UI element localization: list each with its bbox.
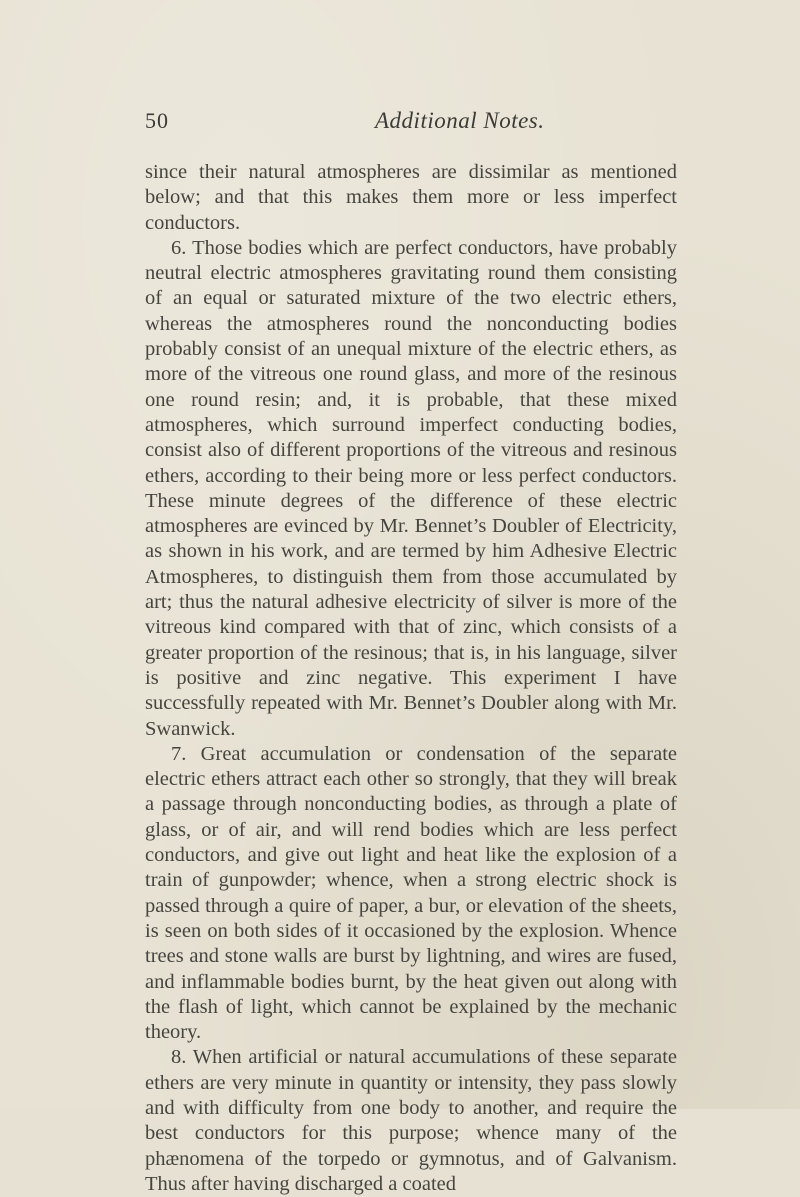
running-title: Additional Notes. <box>375 108 545 133</box>
body-text <box>145 160 677 1197</box>
page-number: 50 <box>145 108 169 133</box>
paragraph-continuation: since their natural atmospheres are dissimilar as mentioned below; and that this makes them more or less imperfect conductors. <box>145 161 677 234</box>
running-head <box>145 108 705 138</box>
paragraph-8: 8. When artificial or natural accumulations of these separate ethers are very minute in quantity or intensity, they pass slowly and with difficulty from one body to another, and require the best conductors for this purpose; whence many of the phænomena of the torpedo or gymnotus, and of Galvanism. Thus after having discharged a coated <box>145 1046 677 1195</box>
paragraph-6: 6. Those bodies which are perfect conductors, have probably neutral electric atmospheres gravitating round them consisting of an equal or saturated mixture of the two electric ethers, whereas the atmospheres round the nonconducting bodies probably consist of an unequal mixture of the electric ethers, as more of the vitreous one round glass, and more of the resinous one round resin; and, it is probable, that these mixed atmospheres, which surround imperfect conducting bodies, consist also of different proportions of the vitreous and resinous ethers, according to their being more or less perfect conductors. These minute degrees of the difference of these electric atmospheres are evinced by Mr. Bennet’s Doubler of Electricity, as shown in his work, and are termed by him Adhesive Electric Atmospheres, to distinguish them from those accumulated by art; thus the natural adhesive electricity of silver is more of the vitreous kind compared with that of zinc, which consists of a greater proportion of the resinous; that is, in his language, silver is positive and zinc negative. This experiment I have successfully repeated with Mr. Bennet’s Doubler along with Mr. Swanwick. <box>145 236 677 740</box>
paragraph-7: 7. Great accumulation or condensation of the separate electric ethers attract each other so strongly, that they will break a passage through nonconducting bodies, as through a plate of glass, or of air, and will rend bodies which are less perfect conductors, and give out light and heat like the explosion of a train of gunpowder; whence, when a strong electric shock is passed through a quire of paper, a bur, or elevation of the sheets, is seen on both sides of it occasioned by the explosion. Whence trees and stone walls are burst by lightning, and wires are fused, and inflammable bodies burnt, by the heat given out along with the flash of light, which cannot be explained by the mechanic theory. <box>145 742 677 1044</box>
